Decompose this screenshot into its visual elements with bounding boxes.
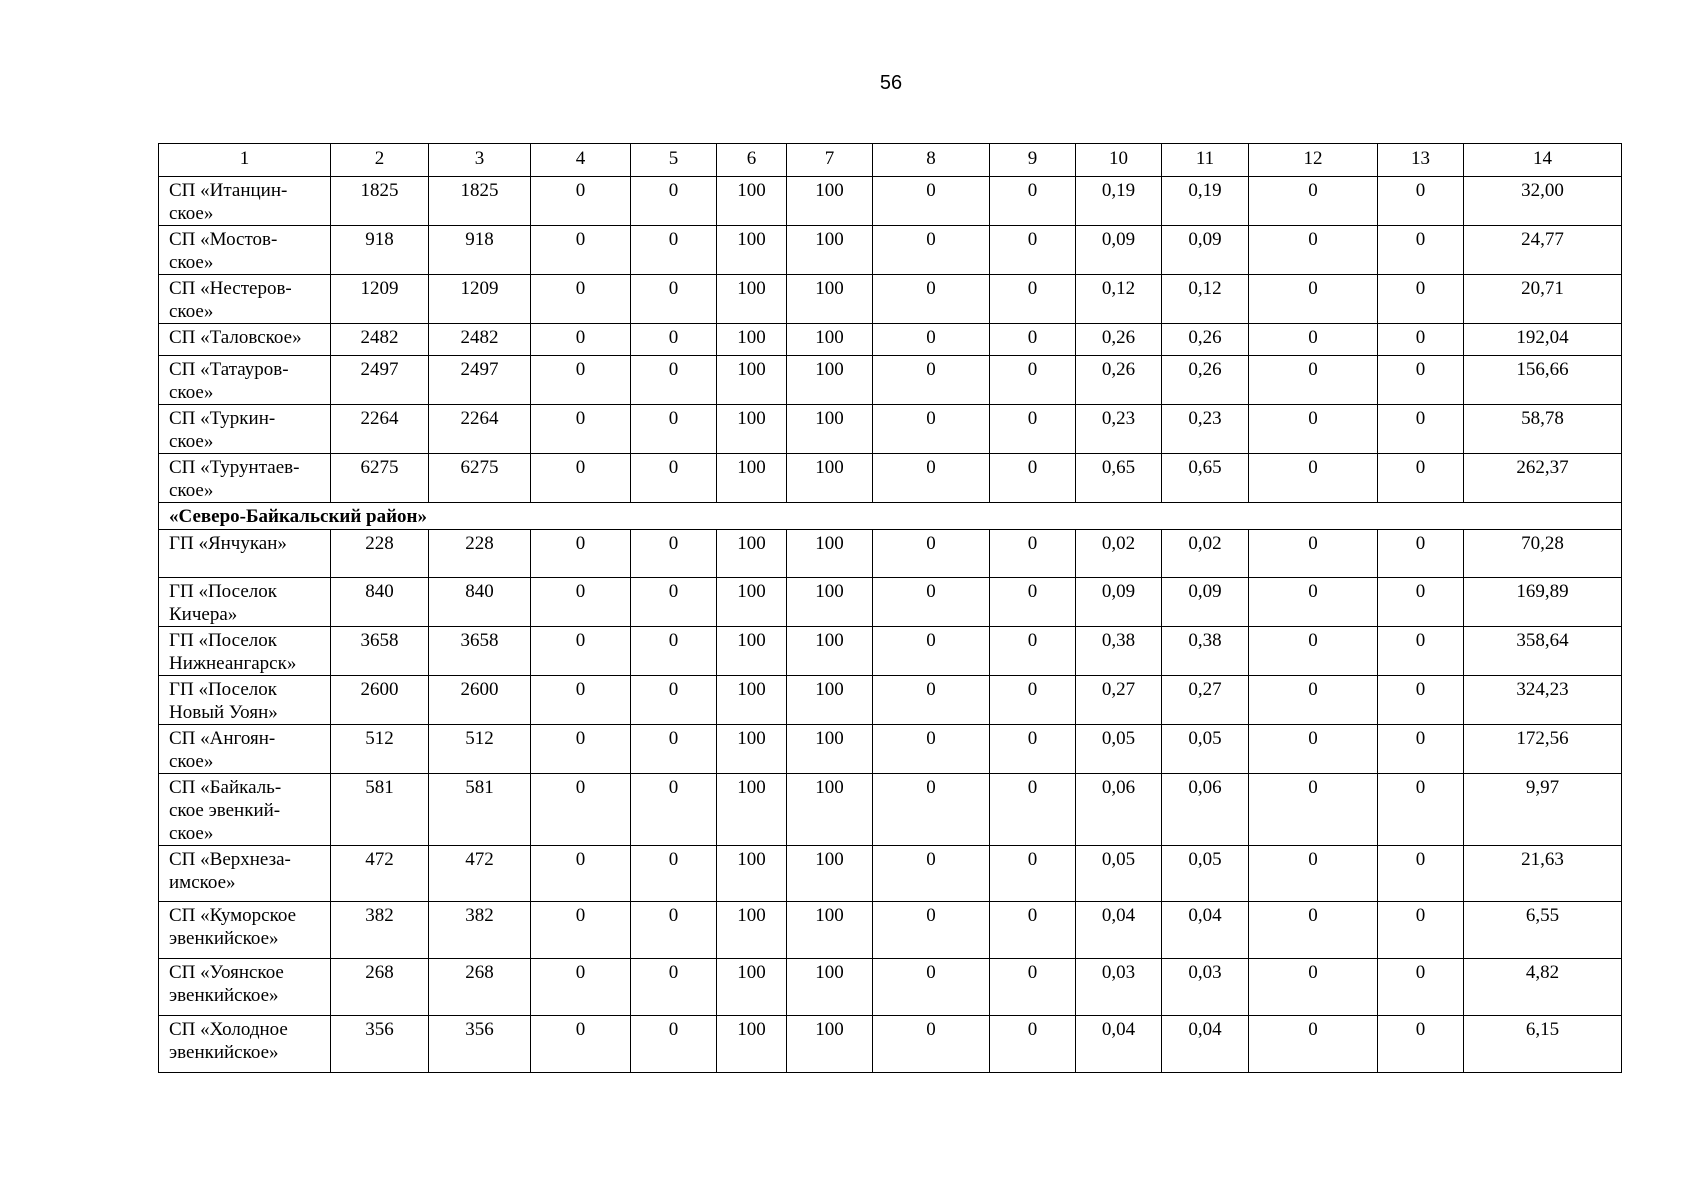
table-cell: 0 [1249, 627, 1378, 676]
table-cell: 0,04 [1076, 1016, 1162, 1073]
table-row [159, 959, 1622, 1016]
table-cell: 0 [873, 774, 990, 846]
table-cell: 0 [1249, 405, 1378, 454]
table-cell: 0 [1378, 676, 1464, 725]
table-cell: 0 [990, 902, 1076, 959]
table-cell: 1209 [429, 275, 531, 324]
header-cell: 9 [990, 144, 1076, 177]
table-cell: 100 [787, 356, 873, 405]
table-header [159, 144, 1622, 177]
table-cell: 0 [1249, 226, 1378, 275]
table-cell: 2600 [331, 676, 429, 725]
table-cell: 0 [531, 530, 631, 578]
table-cell: 472 [331, 846, 429, 902]
table-cell: 0 [631, 1016, 717, 1073]
table-cell: 100 [717, 324, 787, 356]
table-cell: 0 [873, 405, 990, 454]
table-cell: 100 [787, 275, 873, 324]
table-cell: 0 [631, 356, 717, 405]
settlement-name: СП «Таловское» [159, 324, 331, 356]
header-cell: 6 [717, 144, 787, 177]
table-cell: 100 [717, 275, 787, 324]
table-cell: 0,03 [1162, 959, 1249, 1016]
table-cell: 0 [631, 324, 717, 356]
header-cell: 5 [631, 144, 717, 177]
table-row [159, 530, 1622, 578]
table-cell: 0 [531, 405, 631, 454]
settlement-name: СП «Ангоян- ское» [159, 725, 331, 774]
table-cell: 1825 [331, 177, 429, 226]
table-cell: 0,19 [1076, 177, 1162, 226]
table-cell: 192,04 [1464, 324, 1622, 356]
table-cell: 0 [1249, 902, 1378, 959]
table-cell: 0,26 [1162, 356, 1249, 405]
table-cell: 2497 [429, 356, 531, 405]
table-cell: 0 [531, 324, 631, 356]
table-cell: 100 [717, 959, 787, 1016]
table-cell: 0 [1378, 578, 1464, 627]
table-cell: 0,09 [1076, 226, 1162, 275]
table-cell: 268 [429, 959, 531, 1016]
table-cell: 0 [631, 676, 717, 725]
table-row [159, 846, 1622, 902]
table-cell: 100 [717, 405, 787, 454]
table-cell: 0 [1249, 846, 1378, 902]
table-cell: 100 [787, 177, 873, 226]
table-cell: 0 [990, 627, 1076, 676]
table-cell: 100 [787, 530, 873, 578]
table-cell: 0 [873, 226, 990, 275]
table-cell: 100 [787, 324, 873, 356]
table-cell: 0 [1378, 324, 1464, 356]
table-cell: 0 [531, 902, 631, 959]
table-cell: 0 [531, 578, 631, 627]
table-cell: 0 [1378, 454, 1464, 503]
table-cell: 169,89 [1464, 578, 1622, 627]
table-cell: 0 [1249, 324, 1378, 356]
header-cell: 14 [1464, 144, 1622, 177]
section-title: «Северо-Байкальский район» [159, 503, 1622, 530]
table-row [159, 226, 1622, 275]
header-cell: 8 [873, 144, 990, 177]
table-cell: 918 [429, 226, 531, 275]
table-cell: 0 [631, 902, 717, 959]
table-cell: 100 [717, 530, 787, 578]
table-cell: 0 [990, 530, 1076, 578]
table-cell: 100 [717, 902, 787, 959]
table-cell: 100 [717, 774, 787, 846]
table-cell: 0 [990, 226, 1076, 275]
table-cell: 100 [717, 846, 787, 902]
table-cell: 0 [990, 356, 1076, 405]
settlement-name: ГП «Поселок Кичера» [159, 578, 331, 627]
table-cell: 0 [990, 177, 1076, 226]
table-cell: 0 [990, 1016, 1076, 1073]
table-cell: 356 [429, 1016, 531, 1073]
table-body [159, 177, 1622, 1073]
table-cell: 100 [787, 846, 873, 902]
table-cell: 0 [1378, 725, 1464, 774]
table-cell: 0 [531, 356, 631, 405]
header-cell: 13 [1378, 144, 1464, 177]
table-cell: 100 [787, 405, 873, 454]
table-cell: 100 [787, 454, 873, 503]
table-row [159, 1016, 1622, 1073]
table-cell: 512 [331, 725, 429, 774]
table-cell: 2482 [331, 324, 429, 356]
table-cell: 0 [1249, 454, 1378, 503]
table-cell: 0 [531, 627, 631, 676]
table-cell: 4,82 [1464, 959, 1622, 1016]
header-row [159, 144, 1622, 177]
table-cell: 2482 [429, 324, 531, 356]
table-cell: 0 [990, 959, 1076, 1016]
table-cell: 0 [1378, 275, 1464, 324]
settlement-name: ГП «Поселок Новый Уоян» [159, 676, 331, 725]
header-cell: 11 [1162, 144, 1249, 177]
table-cell: 0,26 [1162, 324, 1249, 356]
table-cell: 172,56 [1464, 725, 1622, 774]
table-cell: 1209 [331, 275, 429, 324]
settlement-name: СП «Куморское эвенкийское» [159, 902, 331, 959]
table-cell: 0 [1378, 405, 1464, 454]
table-cell: 0 [1249, 275, 1378, 324]
table-row [159, 405, 1622, 454]
table-cell: 100 [717, 725, 787, 774]
table-row [159, 774, 1622, 846]
table-cell: 382 [331, 902, 429, 959]
settlement-name: СП «Татауров- ское» [159, 356, 331, 405]
table-cell: 6,15 [1464, 1016, 1622, 1073]
table-row [159, 454, 1622, 503]
table-cell: 0 [631, 530, 717, 578]
table-cell: 0 [990, 774, 1076, 846]
table-row [159, 627, 1622, 676]
table-cell: 0 [1249, 725, 1378, 774]
table-cell: 100 [717, 226, 787, 275]
table-cell: 0,27 [1162, 676, 1249, 725]
table-cell: 358,64 [1464, 627, 1622, 676]
settlement-name: ГП «Янчукан» [159, 530, 331, 578]
table-cell: 0 [873, 725, 990, 774]
table-cell: 0,05 [1162, 725, 1249, 774]
table-cell: 0 [990, 275, 1076, 324]
table-cell: 0 [873, 578, 990, 627]
table-cell: 0 [531, 959, 631, 1016]
table-cell: 0 [990, 324, 1076, 356]
table-cell: 0 [990, 454, 1076, 503]
table-cell: 0 [1249, 177, 1378, 226]
table-cell: 0 [631, 226, 717, 275]
table-cell: 100 [717, 627, 787, 676]
table-cell: 0 [631, 725, 717, 774]
page-number: 56 [879, 72, 903, 94]
table-cell: 0 [531, 1016, 631, 1073]
table-cell: 0,09 [1162, 578, 1249, 627]
table-cell: 0 [873, 275, 990, 324]
table-cell: 100 [787, 1016, 873, 1073]
table-cell: 0,27 [1076, 676, 1162, 725]
table-cell: 0 [1378, 1016, 1464, 1073]
table-cell: 0,04 [1162, 1016, 1249, 1073]
table-row [159, 578, 1622, 627]
header-cell: 4 [531, 144, 631, 177]
table-cell: 0 [1378, 902, 1464, 959]
table-cell: 0 [1249, 676, 1378, 725]
table-row [159, 725, 1622, 774]
table-cell: 32,00 [1464, 177, 1622, 226]
settlement-name: СП «Туркин- ское» [159, 405, 331, 454]
table-cell: 581 [331, 774, 429, 846]
table-cell: 100 [787, 578, 873, 627]
table-cell: 581 [429, 774, 531, 846]
table-cell: 156,66 [1464, 356, 1622, 405]
settlement-name: СП «Турунтаев- ское» [159, 454, 331, 503]
table-cell: 0,38 [1076, 627, 1162, 676]
table-cell: 0 [531, 725, 631, 774]
settlement-name: СП «Мостов- ское» [159, 226, 331, 275]
table-cell: 0,05 [1076, 846, 1162, 902]
table-cell: 0 [531, 177, 631, 226]
table-cell: 2600 [429, 676, 531, 725]
table-cell: 100 [717, 177, 787, 226]
table-cell: 0,23 [1076, 405, 1162, 454]
table-cell: 9,97 [1464, 774, 1622, 846]
section-row [159, 503, 1622, 530]
table-cell: 100 [717, 578, 787, 627]
table-cell: 0 [873, 959, 990, 1016]
table-cell: 6,55 [1464, 902, 1622, 959]
table-cell: 0,09 [1076, 578, 1162, 627]
table-cell: 0 [873, 627, 990, 676]
table-cell: 0 [990, 578, 1076, 627]
table-cell: 100 [717, 1016, 787, 1073]
table-cell: 0 [531, 846, 631, 902]
table-cell: 0,06 [1076, 774, 1162, 846]
table-cell: 100 [717, 676, 787, 725]
table-cell: 0 [631, 959, 717, 1016]
table-cell: 0 [873, 902, 990, 959]
table-cell: 0,09 [1162, 226, 1249, 275]
table-cell: 0 [1378, 356, 1464, 405]
table-cell: 0 [531, 454, 631, 503]
table-cell: 0,26 [1076, 356, 1162, 405]
table-cell: 0 [1378, 627, 1464, 676]
table-cell: 100 [717, 454, 787, 503]
table-cell: 21,63 [1464, 846, 1622, 902]
table-cell: 3658 [429, 627, 531, 676]
table-cell: 20,71 [1464, 275, 1622, 324]
table-cell: 100 [717, 356, 787, 405]
table-cell: 100 [787, 725, 873, 774]
table-cell: 0 [631, 454, 717, 503]
table-cell: 0 [631, 177, 717, 226]
table-cell: 100 [787, 959, 873, 1016]
table-cell: 58,78 [1464, 405, 1622, 454]
header-cell: 12 [1249, 144, 1378, 177]
settlement-name: СП «Байкаль- ское эвенкий- ское» [159, 774, 331, 846]
table-cell: 0 [631, 275, 717, 324]
table-cell: 6275 [429, 454, 531, 503]
table-cell: 0,05 [1162, 846, 1249, 902]
table-cell: 228 [429, 530, 531, 578]
table-cell: 0 [1249, 356, 1378, 405]
table-row [159, 324, 1622, 356]
table-cell: 0 [873, 530, 990, 578]
table-cell: 100 [787, 676, 873, 725]
table-cell: 0,38 [1162, 627, 1249, 676]
settlement-name: СП «Уоянское эвенкийское» [159, 959, 331, 1016]
table-cell: 918 [331, 226, 429, 275]
header-cell: 10 [1076, 144, 1162, 177]
table-cell: 0 [873, 454, 990, 503]
table-cell: 100 [787, 226, 873, 275]
table-cell: 0,03 [1076, 959, 1162, 1016]
table-cell: 0 [631, 846, 717, 902]
table-cell: 0,12 [1076, 275, 1162, 324]
header-cell: 7 [787, 144, 873, 177]
table-cell: 0 [990, 676, 1076, 725]
table-cell: 0 [1378, 846, 1464, 902]
table-cell: 0 [531, 275, 631, 324]
table-row [159, 356, 1622, 405]
table-cell: 472 [429, 846, 531, 902]
table-cell: 2264 [331, 405, 429, 454]
table-row [159, 902, 1622, 959]
table-row [159, 676, 1622, 725]
table-cell: 0 [990, 405, 1076, 454]
table-cell: 0,26 [1076, 324, 1162, 356]
table-cell: 0,06 [1162, 774, 1249, 846]
table-cell: 0 [1249, 1016, 1378, 1073]
table-cell: 0 [631, 405, 717, 454]
table-cell: 0 [1249, 774, 1378, 846]
table-cell: 0 [1249, 959, 1378, 1016]
table-cell: 100 [787, 774, 873, 846]
table-cell: 0,65 [1076, 454, 1162, 503]
table-cell: 100 [787, 627, 873, 676]
table-cell: 0 [631, 578, 717, 627]
table-cell: 2264 [429, 405, 531, 454]
table-cell: 356 [331, 1016, 429, 1073]
table-cell: 0 [873, 324, 990, 356]
table-cell: 512 [429, 725, 531, 774]
table-cell: 0 [1378, 177, 1464, 226]
table-cell: 0,19 [1162, 177, 1249, 226]
table-row [159, 275, 1622, 324]
table-cell: 262,37 [1464, 454, 1622, 503]
table-cell: 0 [990, 846, 1076, 902]
table-cell: 228 [331, 530, 429, 578]
table-cell: 1825 [429, 177, 531, 226]
table-cell: 0 [1249, 578, 1378, 627]
table-cell: 2497 [331, 356, 429, 405]
header-cell: 3 [429, 144, 531, 177]
table-cell: 0,04 [1162, 902, 1249, 959]
table-cell: 0 [873, 177, 990, 226]
table-cell: 0 [531, 676, 631, 725]
table-cell: 0 [1378, 530, 1464, 578]
table-cell: 0 [873, 1016, 990, 1073]
table-cell: 0 [631, 627, 717, 676]
table-cell: 0 [873, 676, 990, 725]
table-cell: 100 [787, 902, 873, 959]
table-cell: 0 [531, 226, 631, 275]
table-cell: 268 [331, 959, 429, 1016]
table-cell: 0 [1249, 530, 1378, 578]
settlement-name: ГП «Поселок Нижнеангарск» [159, 627, 331, 676]
table-cell: 24,77 [1464, 226, 1622, 275]
table-cell: 0 [631, 774, 717, 846]
settlement-name: СП «Итанцин- ское» [159, 177, 331, 226]
table-cell: 3658 [331, 627, 429, 676]
table-cell: 0 [1378, 959, 1464, 1016]
table-cell: 840 [331, 578, 429, 627]
table-cell: 0 [873, 846, 990, 902]
table-cell: 0,05 [1076, 725, 1162, 774]
table-cell: 0 [990, 725, 1076, 774]
table-cell: 382 [429, 902, 531, 959]
table-cell: 0,02 [1162, 530, 1249, 578]
table-cell: 70,28 [1464, 530, 1622, 578]
table-cell: 6275 [331, 454, 429, 503]
table-row [159, 177, 1622, 226]
settlement-name: СП «Холодное эвенкийское» [159, 1016, 331, 1073]
table-cell: 840 [429, 578, 531, 627]
table-cell: 0,02 [1076, 530, 1162, 578]
header-cell: 1 [159, 144, 331, 177]
table-cell: 324,23 [1464, 676, 1622, 725]
settlement-name: СП «Верхнеза- имское» [159, 846, 331, 902]
table-cell: 0 [873, 356, 990, 405]
table-cell: 0 [1378, 226, 1464, 275]
table-cell: 0 [531, 774, 631, 846]
table-cell: 0 [1378, 774, 1464, 846]
header-cell: 2 [331, 144, 429, 177]
table-cell: 0,23 [1162, 405, 1249, 454]
table-cell: 0,04 [1076, 902, 1162, 959]
settlement-name: СП «Нестеров- ское» [159, 275, 331, 324]
table-cell: 0,12 [1162, 275, 1249, 324]
table-cell: 0,65 [1162, 454, 1249, 503]
data-table [158, 143, 1622, 1073]
